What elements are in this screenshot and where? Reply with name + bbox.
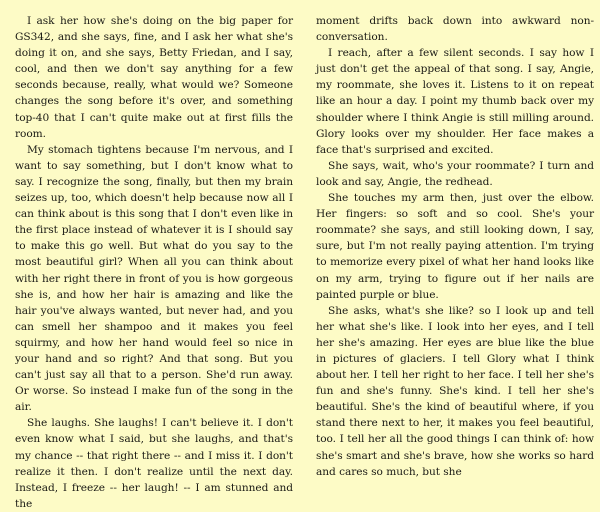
- paragraph: My stomach tightens because I'm nervous, and I want to say something, but I don't know what to say. I recognize the song, finally, but then my brain seizes up, too, which doesn't help because now all I can think about is this song that I don't even like in the first place instead of whatever it is I should say to make this go well. But what do you say to the most beautiful girl? When all you can think about with her right there in front of you is how gorgeous she is, and how her hair is amazing and like the hair you've always wanted, but never had, and you can smell her shampoo and it makes you feel squirmy, and how her hand would feel so nice in your hand and so right? And that song. But you can't just say all that to a person. She'd run away. Or worse. So instead I make fun of the song in the air.: [15, 143, 293, 414]
- left-column: [15, 13, 293, 512]
- paragraph: She laughs. She laughs! I can't believe it. I don't even know what I said, but she laughs, and that's my chance -- that right there -- and I miss it. I don't realize it then. I don't realize until the next day. Instead, I freeze -- her laugh! -- I am stunned and the: [15, 417, 293, 510]
- paragraph: I reach, after a few silent seconds. I say how I just don't get the appeal of that song. I say, Angie, my roommate, she loves it. Listens to it on repeat like an hour a day. I point my thumb back over my shoulder where I think Angie is still milling around. Glory looks over my shoulder. Her face makes a face that's surprised and excited.: [316, 47, 594, 156]
- paragraph: She touches my arm then, just over the elbow. Her fingers: so soft and so cool. She's your roommate? she says, and still looking down, I say, sure, but I'm not really paying attention. I'm trying to memorize every pixel of what her hand looks like on my arm, trying to figure out if her nails are painted purple or blue.: [316, 192, 594, 301]
- right-column: [316, 13, 594, 480]
- paragraph: I ask her how she's doing on the big paper for GS342, and she says, fine, and I ask her what she's doing it on, and she says, Betty Friedan, and I say, cool, and then we don't say anything for a few seconds because, really, what would we? Someone changes the song before it's over, and something top-40 that I can't quite make out at first fills the room.: [15, 15, 293, 140]
- paragraph: She says, wait, who's your roommate? I turn and look and say, Angie, the redhead.: [316, 159, 594, 188]
- paragraph-continued: moment drifts back down into awkward non-conversation.: [316, 15, 594, 44]
- paragraph: She asks, what's she like? so I look up and tell her what she's like. I look into her eyes, and I tell her she's amazing. Her eyes are blue like the blue in pictures of glaciers. I tell Glory what I think about her. I tell her right to her face. I tell her she's fun and she's funny. She's kind. I tell her she's beautiful. She's the kind of beautiful where, if you stand there next to her, it makes you feel beautiful, too. I tell her all the good things I can think of: how she's smart and she's brave, how she works so hard and cares so much, but she: [316, 304, 594, 478]
